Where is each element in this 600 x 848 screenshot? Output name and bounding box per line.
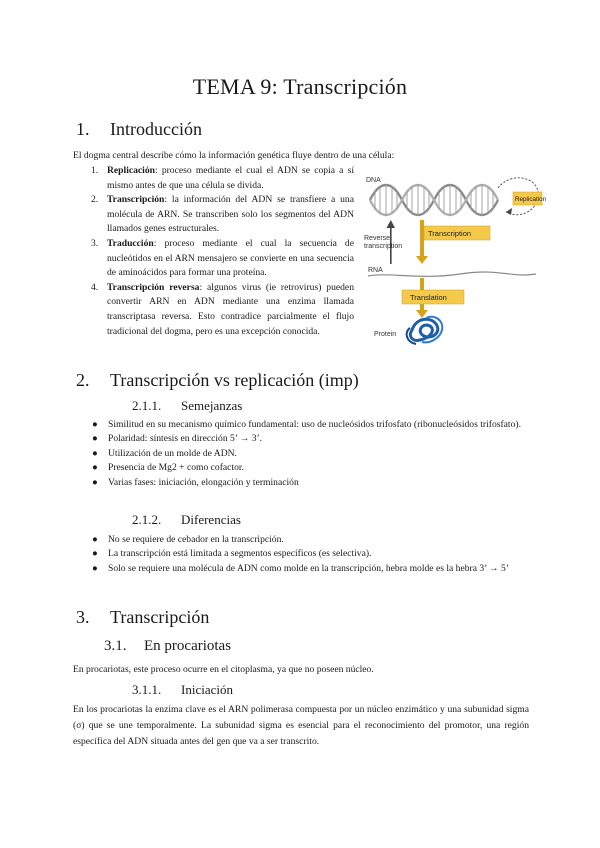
arrow-head-icon [387, 220, 396, 228]
rna-strand [368, 272, 536, 276]
protein-icon [407, 317, 443, 344]
subsection-number: 2.1.1. [132, 398, 162, 413]
subsection-title: Iniciación [181, 682, 233, 697]
subsection-2-1-1-heading [132, 398, 242, 414]
item-number: 2. [91, 194, 99, 206]
list-item [92, 533, 529, 547]
list-item [91, 164, 354, 193]
rna-label: RNA [368, 267, 383, 274]
item-term: Transcripción [107, 194, 165, 206]
bullet-icon: ● [92, 562, 98, 574]
subsection-number: 3.1.1. [132, 682, 162, 697]
item-text: No se requiere de cebador en la transcripción. [108, 534, 284, 545]
item-number: 1. [91, 165, 99, 176]
protein-label: Protein [374, 331, 397, 338]
item-text: Solo se requiere una molécula de ADN como molde en la transcripción, hebra molde es la hebra 3’ → 5’ [108, 562, 510, 574]
reverse-label-2: transcription [364, 243, 403, 250]
subsection-3-1-heading [104, 638, 231, 655]
item-term: Replicación [107, 165, 155, 176]
section-number: 3. [76, 607, 90, 627]
list-item [92, 562, 529, 576]
flow-arrow-1 [420, 220, 424, 258]
item-text: : algunos virus (ie retrovirus) pueden convertir ARN en ADN mediante una enzima llamada transcriptasa reversa. Esto contradice parcialmente el flujo tradicional del dogma, pero es una excepción conocida. [107, 281, 354, 337]
section-number: 1. [76, 119, 90, 139]
section-2-heading [76, 370, 359, 391]
item-text: Polaridad: síntesis en dirección 5’ → 3’. [108, 433, 263, 445]
item-text: Similitud en su mecanismo químico fundamental: uso de nucleósidos trifosfato (ribonucleósidos trifosfato). [108, 419, 521, 430]
bullet-icon: ● [92, 548, 98, 560]
section-title: Transcripción [110, 607, 210, 627]
item-term: Traducción [107, 237, 154, 249]
intro-paragraph: El dogma central describe cómo la información genética fluye dentro de una célula: [73, 150, 395, 161]
subsection-3-1-1-heading [132, 682, 233, 698]
list-item [92, 418, 529, 432]
item-text: Utilización de un molde de ADN. [108, 447, 237, 459]
item-text: : proceso mediante el cual el ADN se copia a sí mismo antes de que una célula se divida. [107, 165, 354, 191]
subsection-title: Semejanzas [181, 398, 243, 413]
list-item [92, 461, 529, 475]
section-3-heading [76, 607, 209, 628]
bullet-icon: ● [92, 476, 98, 488]
replication-label: Replication [515, 196, 547, 203]
list-item [91, 237, 354, 281]
list-item [92, 547, 529, 561]
list-item [91, 281, 354, 339]
arrow-head-icon [506, 208, 512, 215]
subsection-number: 2.1.2. [132, 512, 162, 527]
list-item [92, 432, 529, 446]
list-item [92, 476, 529, 490]
subsection-title: En procariotas [144, 638, 232, 654]
list-item [92, 447, 529, 461]
differences-list [92, 533, 529, 576]
bullet-icon: ● [92, 447, 98, 459]
list-item [91, 193, 354, 237]
prokaryote-paragraph: En procariotas, este proceso ocurre en el citoplasma, ya que no poseen núcleo. [73, 664, 374, 675]
bullet-icon: ● [92, 534, 98, 545]
reverse-label-1: Reverse [364, 235, 391, 242]
dna-helix-icon [370, 184, 498, 216]
dogma-list [91, 164, 354, 339]
section-number: 2. [76, 370, 90, 390]
section-1-heading [76, 119, 202, 140]
bullet-icon: ● [92, 433, 98, 445]
item-text: Varias fases: iniciación, elongación y terminación [108, 476, 299, 488]
dna-label: DNA [366, 177, 381, 184]
item-term: Transcripción reversa [107, 281, 200, 293]
item-number: 4. [91, 281, 99, 293]
subsection-number: 3.1. [104, 638, 127, 654]
arrow-head-icon [416, 256, 428, 264]
central-dogma-diagram [360, 170, 547, 348]
initiation-paragraph: En los procariotas la enzima clave es el ARN polimerasa compuesta por un núcleo enzimático y una subunidad sigma (σ) que se une temporalmente. La subunidad sigma es esencial para el reconocimiento del promotor, una región específica del ADN situada antes del gen que va a ser transcrito. [73, 704, 529, 748]
similarities-list [92, 418, 529, 490]
item-text: : proceso mediante el cual la secuencia de nucleótidos en el ARN mensajero se convierte en una secuencia de aminoácidos para formar una proteína. [107, 237, 354, 279]
item-text: : la información del ADN se transfiere a una molécula de ARN. Se transcriben solo los segmentos del ADN llamados genes estructurales. [107, 194, 354, 235]
section-title: Transcripción vs replicación (imp) [110, 370, 359, 390]
item-text: La transcripción está limitada a segmentos específicos (es selectiva). [108, 548, 372, 560]
item-text: Presencia de Mg2 + como cofactor. [108, 462, 244, 474]
page-title: TEMA 9: Transcripción [192, 74, 408, 99]
subsection-title: Diferencias [181, 512, 241, 527]
subsection-2-1-2-heading [132, 512, 241, 528]
bullet-icon: ● [92, 419, 98, 430]
item-number: 3. [91, 237, 99, 249]
translation-label: Translation [410, 293, 447, 302]
section-title: Introducción [110, 119, 202, 139]
bullet-icon: ● [92, 462, 98, 474]
transcription-label: Transcription [428, 229, 472, 238]
